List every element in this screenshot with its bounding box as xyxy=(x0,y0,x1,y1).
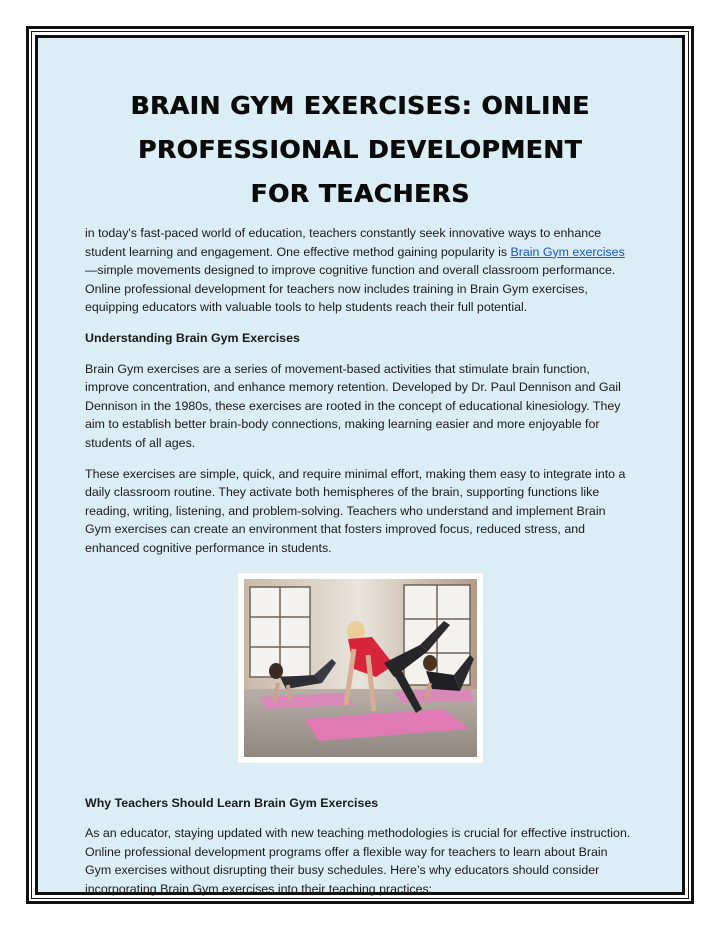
document-body xyxy=(85,80,635,910)
brain-gym-link[interactable]: Brain Gym exercises xyxy=(510,244,625,259)
intro-text-before-link: in today's fast-paced world of education, teachers constantly seek innovative ways to enhance student learning and engagement. One effective method gaining popularity is xyxy=(85,226,602,259)
section2-paragraph-1: As an educator, staying updated with new teaching methodologies is crucial for effective instruction. Online professional development programs offer a flexible way for teachers to learn about Brain Gym exercises without disrupting their busy schedules. Here’s why educators should consider incorporating Brain Gym exercises into their teaching practices: xyxy=(85,826,631,896)
intro-text-after-link: —simple movements designed to improve cognitive function and overall classroom performance. Online professional development for teachers now includes training in Brain Gym exercises, equipping educators with valuable tools to help students reach their full potential. xyxy=(85,263,616,315)
section-heading-why-teachers: Why Teachers Should Learn Brain Gym Exercises xyxy=(85,795,379,810)
section-heading-understanding: Understanding Brain Gym Exercises xyxy=(85,330,300,345)
exercise-photo xyxy=(237,572,484,764)
section1-paragraph-1: Brain Gym exercises are a series of movement-based activities that stimulate brain function, improve concentration, and enhance memory retention. Developed by Dr. Paul Dennison and Gail Dennison in the 1980s, these exercises are rooted in the concept of educational kinesiology. They aim to establish better brain-body connections, making learning easier and more enjoyable for students of all ages. xyxy=(85,361,621,450)
page-title: BRAIN GYM EXERCISES: ONLINE PROFESSIONAL DEVELOPMENT FOR TEACHERS xyxy=(130,91,590,208)
section1-paragraph-2: These exercises are simple, quick, and require minimal effort, making them easy to integrate into a daily classroom routine. They activate both hemispheres of the brain, supporting functions like reading, writing, listening, and problem-solving. Teachers who understand and implement Brain Gym exercises can create an environment that fosters improved focus, reduced stress, and enhanced cognitive performance in students. xyxy=(85,466,626,555)
intro-paragraph xyxy=(85,224,635,317)
women-exercising-photo xyxy=(244,579,477,757)
